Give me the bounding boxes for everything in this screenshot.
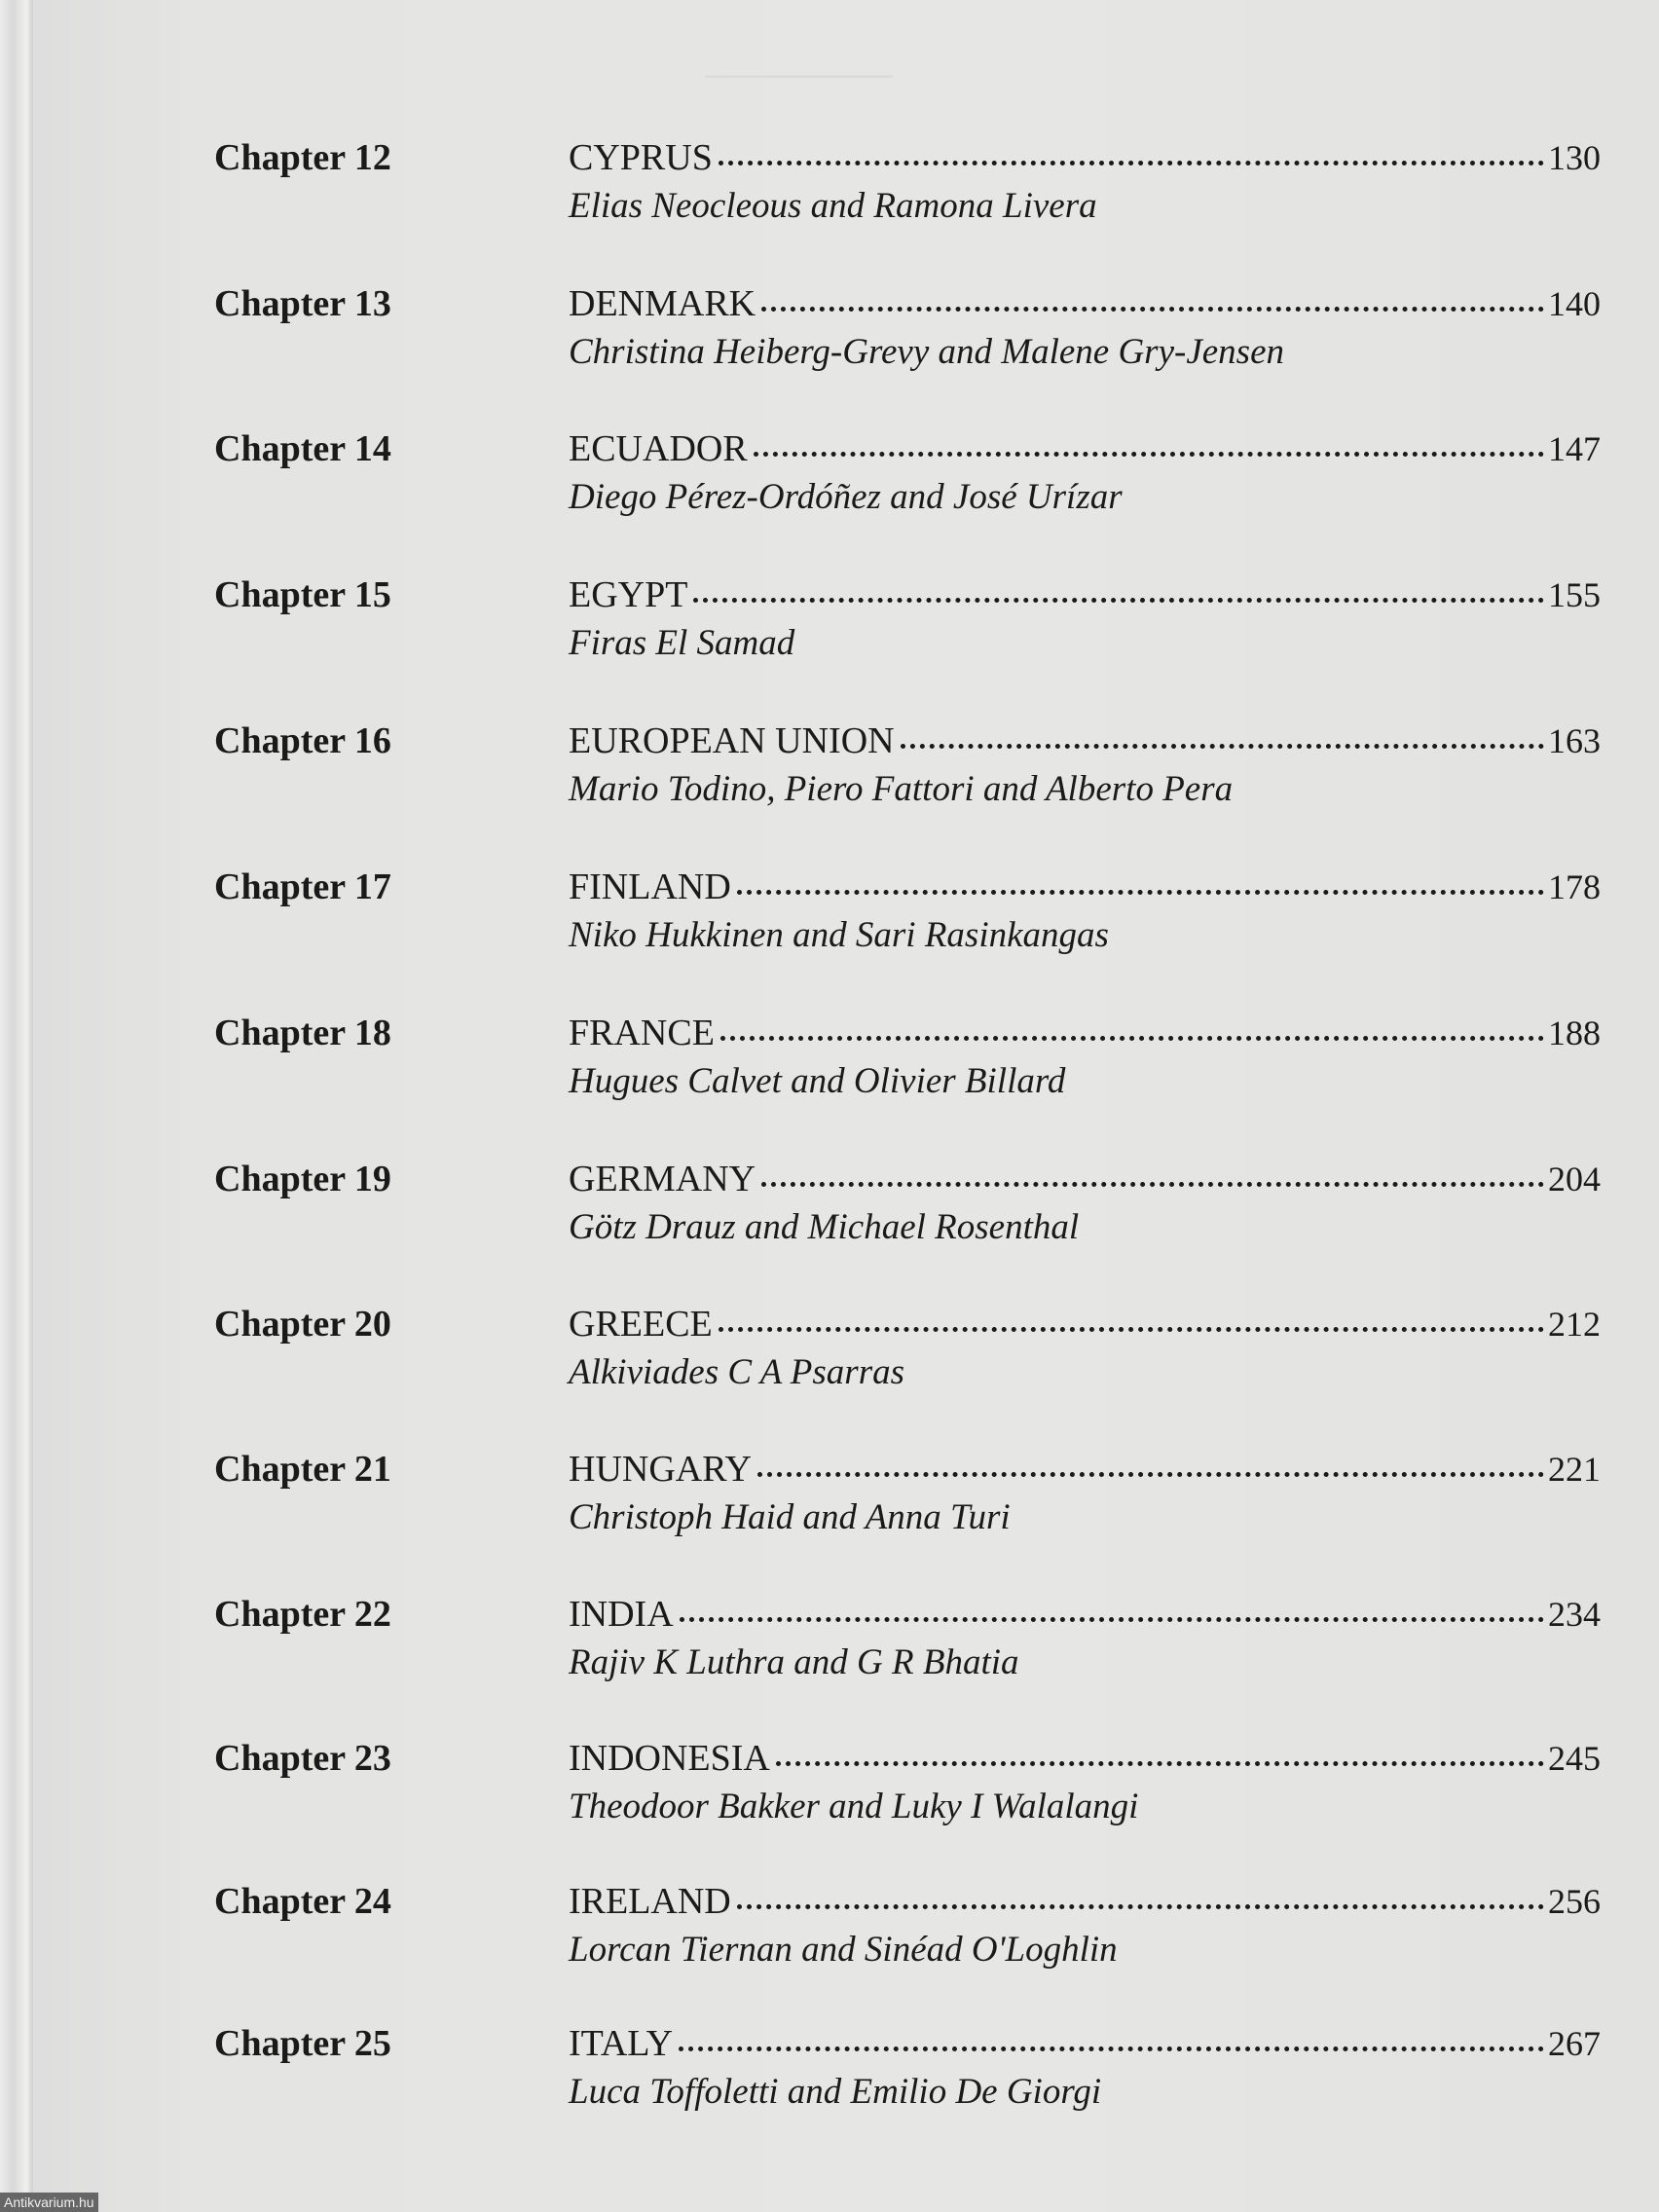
authors: Rajiv K Luthra and G R Bhatia xyxy=(569,1642,1019,1682)
page-number: 234 xyxy=(1548,1595,1601,1634)
title-line xyxy=(569,136,1601,179)
chapter-label: Chapter 25 xyxy=(214,2023,391,2064)
title-line xyxy=(569,2022,1601,2065)
dot-leader xyxy=(737,1904,1544,1909)
page-number: 221 xyxy=(1548,1450,1601,1489)
chapter-label: Chapter 13 xyxy=(214,283,391,324)
page-number: 256 xyxy=(1548,1882,1601,1921)
toc-entry[interactable] xyxy=(0,866,1659,982)
authors: Götz Drauz and Michael Rosenthal xyxy=(569,1207,1080,1247)
toc-entry[interactable] xyxy=(0,427,1659,544)
country-title: EUROPEAN UNION xyxy=(569,720,895,761)
chapter-label: Chapter 14 xyxy=(214,428,391,469)
page-number: 147 xyxy=(1548,429,1601,468)
toc-entry[interactable] xyxy=(0,573,1659,690)
toc-entry[interactable] xyxy=(0,1593,1659,1710)
country-title: EGYPT xyxy=(569,574,688,615)
title-line xyxy=(569,427,1601,470)
authors: Christina Heiberg-Grevy and Malene Gry-Jensen xyxy=(569,332,1284,372)
dot-leader xyxy=(761,307,1544,312)
authors: Luca Toffoletti and Emilio De Giorgi xyxy=(569,2072,1102,2112)
toc-entry[interactable] xyxy=(0,1448,1659,1565)
country-title: GERMANY xyxy=(569,1159,756,1199)
dot-leader xyxy=(679,2046,1544,2051)
dot-leader xyxy=(719,161,1544,166)
title-line xyxy=(569,1737,1601,1780)
chapter-label: Chapter 15 xyxy=(214,574,391,615)
chapter-label: Chapter 23 xyxy=(214,1738,391,1779)
page-number: 130 xyxy=(1548,138,1601,177)
country-title: INDIA xyxy=(569,1594,674,1635)
show-through-decoration: ──────── xyxy=(705,58,893,94)
authors: Lorcan Tiernan and Sinéad O'Loghlin xyxy=(569,1930,1118,1970)
title-line xyxy=(569,866,1601,908)
authors: Niko Hukkinen and Sari Rasinkangas xyxy=(569,915,1109,955)
chapter-label: Chapter 20 xyxy=(214,1304,391,1345)
country-title: DENMARK xyxy=(569,283,756,324)
dot-leader xyxy=(693,598,1544,603)
dot-leader xyxy=(761,1182,1544,1187)
title-line xyxy=(569,1012,1601,1054)
toc-entry[interactable] xyxy=(0,1012,1659,1128)
toc-entry[interactable] xyxy=(0,1303,1659,1419)
authors: Christoph Haid and Anna Turi xyxy=(569,1497,1011,1537)
page-number: 245 xyxy=(1548,1739,1601,1778)
authors: Theodoor Bakker and Luky I Walalangi xyxy=(569,1787,1139,1826)
authors: Elias Neocleous and Ramona Livera xyxy=(569,186,1097,226)
dot-leader xyxy=(680,1617,1544,1622)
toc-entry[interactable] xyxy=(0,1737,1659,1854)
chapter-label: Chapter 12 xyxy=(214,137,391,178)
title-line xyxy=(569,573,1601,616)
country-title: FINLAND xyxy=(569,866,731,907)
dot-leader xyxy=(754,452,1544,457)
chapter-label: Chapter 24 xyxy=(214,1881,391,1922)
title-line xyxy=(569,1158,1601,1200)
page-number: 212 xyxy=(1548,1305,1601,1344)
country-title: GREECE xyxy=(569,1304,713,1345)
country-title: INDONESIA xyxy=(569,1738,770,1779)
page-number: 155 xyxy=(1548,575,1601,614)
chapter-label: Chapter 16 xyxy=(214,720,391,761)
authors: Mario Todino, Piero Fattori and Alberto Pera xyxy=(569,769,1234,809)
toc-entry[interactable] xyxy=(0,2022,1659,2139)
toc-entry[interactable] xyxy=(0,1880,1659,1997)
country-title: CYPRUS xyxy=(569,137,713,178)
toc-entry[interactable] xyxy=(0,719,1659,836)
chapter-label: Chapter 19 xyxy=(214,1159,391,1199)
dot-leader xyxy=(776,1761,1544,1766)
toc-entry[interactable] xyxy=(0,136,1659,253)
title-line xyxy=(569,719,1601,762)
watermark: Antikvarium.hu xyxy=(0,2193,98,2212)
title-line xyxy=(569,1448,1601,1491)
toc-entry[interactable] xyxy=(0,1158,1659,1274)
page-number: 267 xyxy=(1548,2024,1601,2063)
page-number: 178 xyxy=(1548,867,1601,906)
chapter-label: Chapter 17 xyxy=(214,866,391,907)
country-title: HUNGARY xyxy=(569,1449,752,1490)
dot-leader xyxy=(737,890,1544,895)
country-title: IRELAND xyxy=(569,1881,731,1922)
title-line xyxy=(569,282,1601,325)
country-title: ITALY xyxy=(569,2023,674,2064)
country-title: ECUADOR xyxy=(569,428,748,469)
page-number: 163 xyxy=(1548,721,1601,760)
toc-entry[interactable] xyxy=(0,282,1659,399)
title-line xyxy=(569,1593,1601,1636)
chapter-label: Chapter 18 xyxy=(214,1013,391,1053)
dot-leader xyxy=(901,744,1544,749)
chapter-label: Chapter 22 xyxy=(214,1594,391,1635)
authors: Firas El Samad xyxy=(569,623,795,663)
page-number: 140 xyxy=(1548,284,1601,323)
page-number: 188 xyxy=(1548,1014,1601,1052)
authors: Hugues Calvet and Olivier Billard xyxy=(569,1061,1066,1101)
chapter-label: Chapter 21 xyxy=(214,1449,391,1490)
page-number: 204 xyxy=(1548,1160,1601,1198)
dot-leader xyxy=(720,1036,1544,1041)
authors: Alkiviades C A Psarras xyxy=(569,1352,904,1392)
title-line xyxy=(569,1880,1601,1923)
dot-leader xyxy=(719,1327,1544,1332)
dot-leader xyxy=(757,1472,1544,1477)
country-title: FRANCE xyxy=(569,1013,715,1053)
authors: Diego Pérez-Ordóñez and José Urízar xyxy=(569,477,1123,517)
title-line xyxy=(569,1303,1601,1346)
